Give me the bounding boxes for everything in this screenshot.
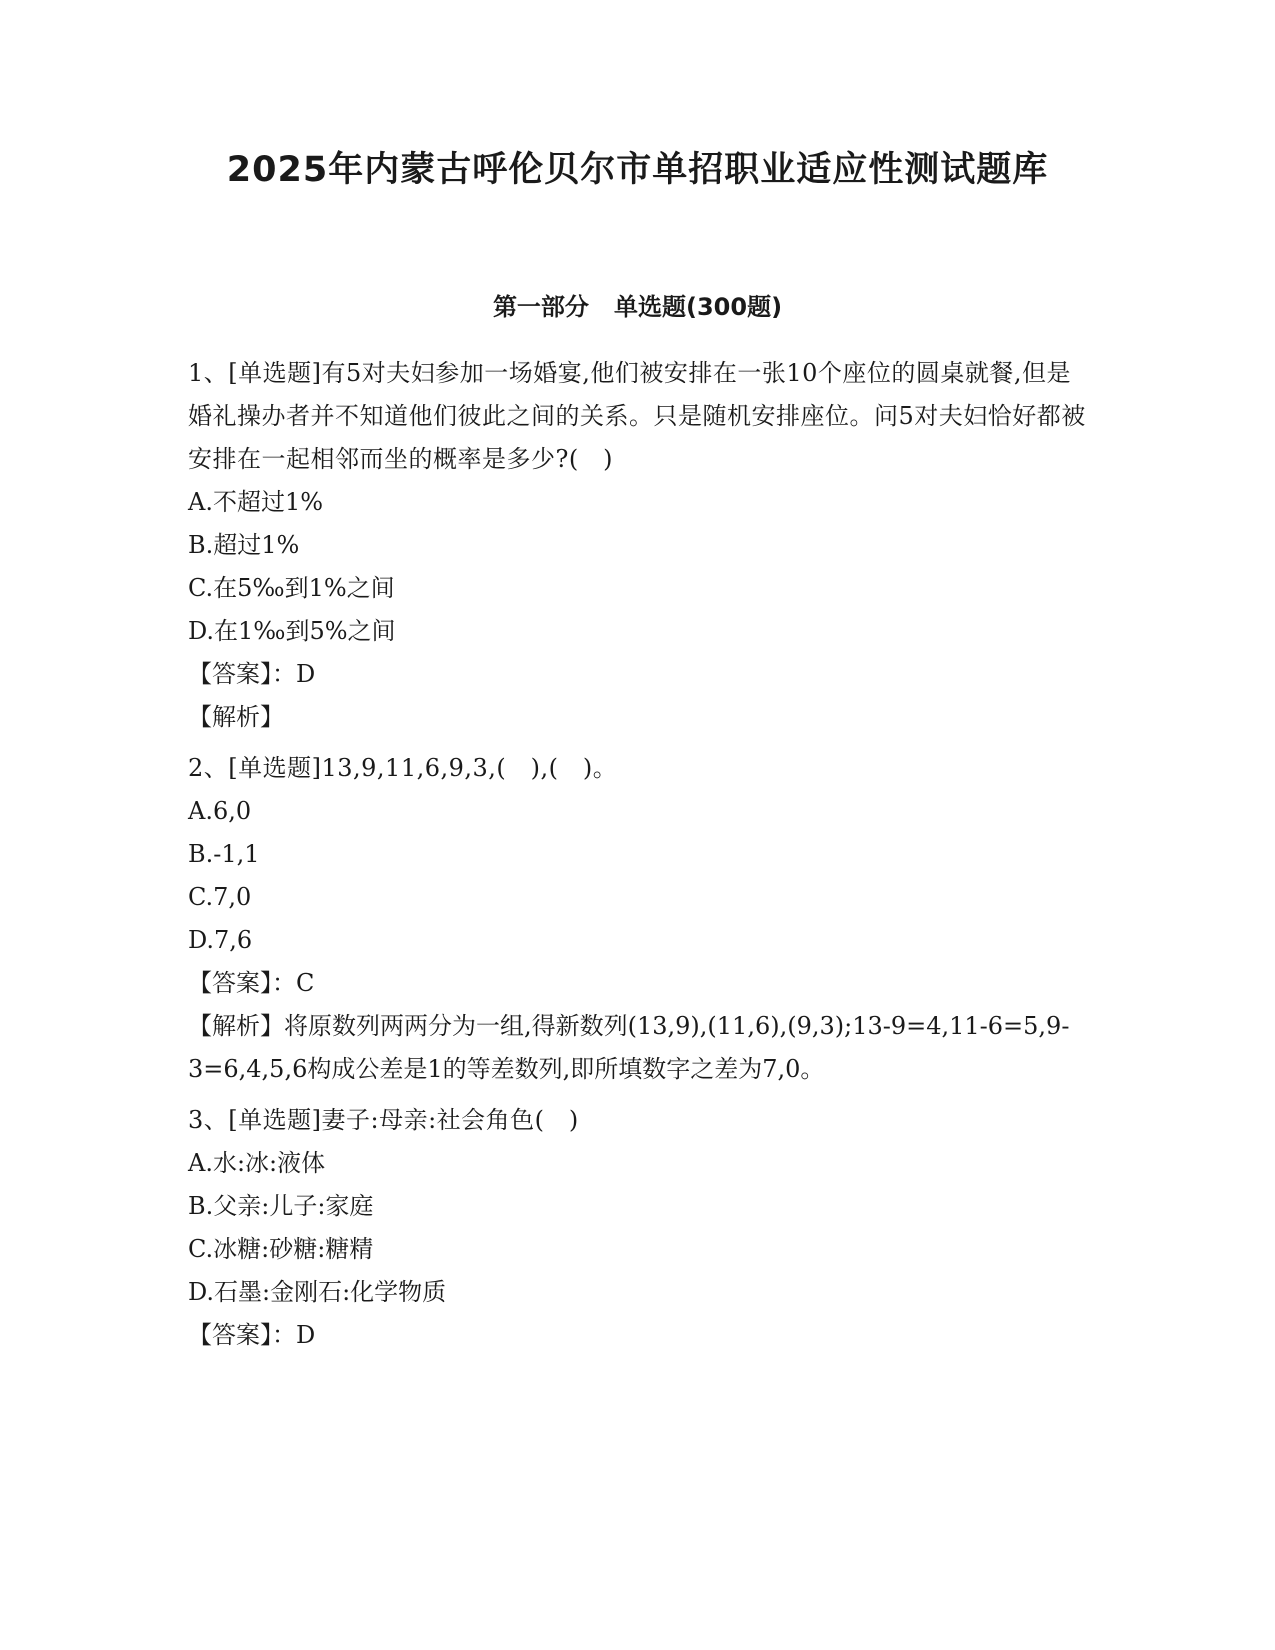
- option-c: C.7,0: [188, 883, 252, 911]
- question-stem: 1、[单选题]有5对夫妇参加一场婚宴,他们被安排在一张10个座位的圆桌就餐,但是婚礼操办者并不知道他们彼此之间的关系。只是随机安排座位。问5对夫妇恰好都被安排在一起相邻而坐的概率是多少?( ): [188, 359, 1086, 473]
- answer-value: ：C: [272, 969, 315, 997]
- question-stem: 2、[单选题]13,9,11,6,9,3,( ),( )。: [188, 754, 618, 782]
- option-b: B.父亲:儿子:家庭: [188, 1192, 374, 1220]
- answer-line: [188, 962, 1088, 1005]
- question-item: [188, 747, 1088, 1091]
- answer-value: ：D: [272, 660, 316, 688]
- option-b: B.超过1%: [188, 531, 300, 559]
- answer-line: [188, 653, 1088, 696]
- analysis-label: 【解析】: [188, 1012, 284, 1040]
- option-b: B.-1,1: [188, 840, 260, 868]
- question-item: [188, 1099, 1088, 1357]
- answer-label: 【答案】: [188, 969, 272, 997]
- section-title: 第一部分 单选题(300题): [492, 293, 783, 321]
- option-a: A.6,0: [188, 797, 252, 825]
- analysis-line: [188, 1005, 1088, 1091]
- analysis-label: 【解析】: [188, 703, 284, 731]
- answer-line: [188, 1314, 1088, 1357]
- question-item: [188, 352, 1088, 739]
- answer-label: 【答案】: [188, 660, 272, 688]
- answer-value: ：D: [272, 1321, 316, 1349]
- answer-label: 【答案】: [188, 1321, 272, 1349]
- question-stem: 3、[单选题]妻子:母亲:社会角色( ): [188, 1106, 579, 1134]
- option-a: A.水:冰:液体: [188, 1149, 326, 1177]
- option-d: D.7,6: [188, 926, 253, 954]
- option-c: C.冰糖:砂糖:糖精: [188, 1235, 374, 1263]
- document-title: 2025年内蒙古呼伦贝尔市单招职业适应性测试题库: [226, 150, 1049, 190]
- analysis-text: 将原数列两两分为一组,得新数列(13,9),(11,6),(9,3);13-9=4,11-6=5,9-3=6,4,5,6构成公差是1的等差数列,即所填数字之差为7,0。: [188, 1012, 1070, 1083]
- option-c: C.在5‰到1%之间: [188, 574, 395, 602]
- option-d: D.石墨:金刚石:化学物质: [188, 1278, 447, 1306]
- question-list: [188, 352, 1088, 1365]
- option-d: D.在1‰到5%之间: [188, 617, 396, 645]
- analysis-line: [188, 696, 1088, 739]
- option-a: A.不超过1%: [188, 488, 324, 516]
